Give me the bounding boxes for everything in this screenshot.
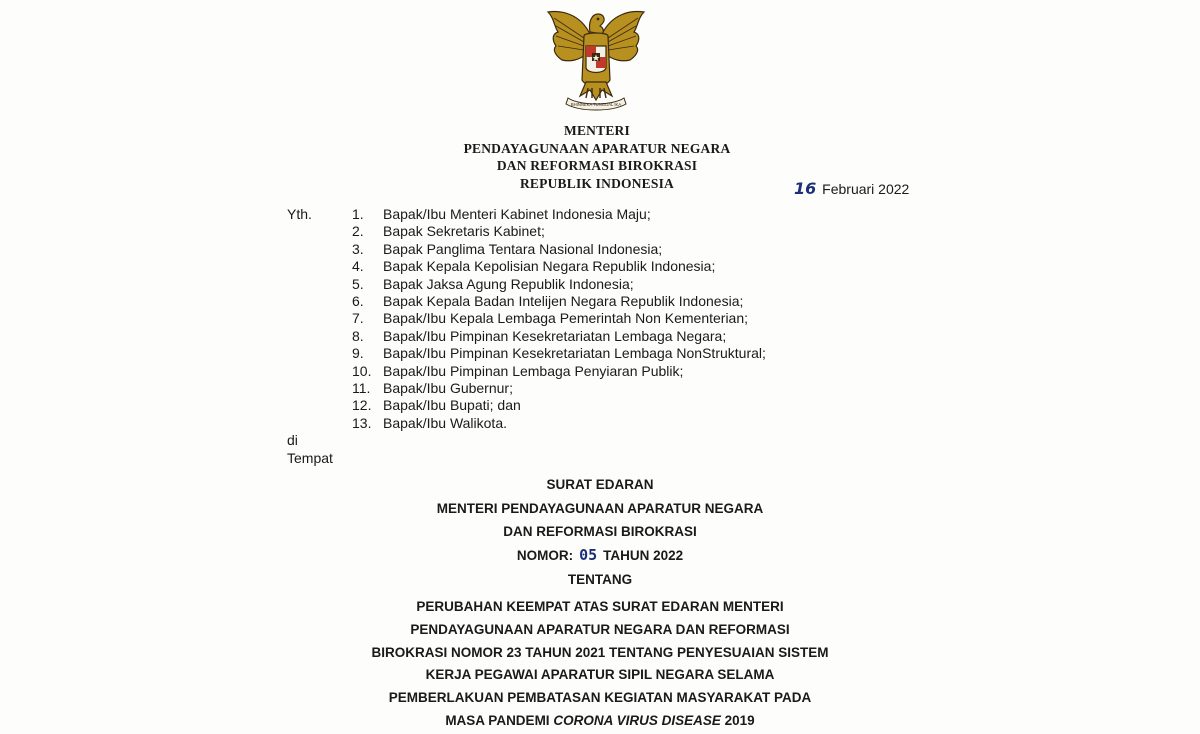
list-number: 3. — [352, 240, 364, 257]
address-tempat: Tempat — [287, 450, 333, 466]
list-item — [352, 415, 766, 432]
subject-line: KERJA PEGAWAI APARATUR SIPIL NEGARA SELAMA — [425, 667, 775, 683]
header-line: REPUBLIK INDONESIA — [519, 175, 674, 191]
list-item — [352, 223, 766, 240]
list-item — [352, 328, 766, 345]
list-text: Bapak/Ibu Pimpinan Kesekretariatan Lembaga NonStruktural; — [383, 345, 766, 362]
list-item — [352, 345, 766, 362]
subject-heading: TENTANG — [567, 572, 633, 587]
circular-number — [0, 544, 1200, 568]
circular-title: SURAT EDARAN — [546, 477, 654, 492]
list-number: 9. — [352, 345, 364, 362]
list-text: Bapak Panglima Tentara Nasional Indonesia; — [383, 240, 663, 257]
list-text: Bapak/Ibu Walikota. — [383, 414, 507, 431]
letter-date — [794, 179, 909, 198]
list-number: 10. — [352, 362, 372, 379]
address-di: di — [287, 432, 298, 448]
recipient-list — [352, 206, 766, 432]
recipient-label: Yth. — [287, 206, 312, 222]
list-text: Bapak/Ibu Pimpinan Kesekretariatan Lembaga Negara; — [383, 327, 727, 344]
list-number: 1. — [352, 206, 364, 222]
subject-prefix: MASA PANDEMI — [445, 712, 550, 728]
subject-suffix: 2019 — [724, 712, 755, 728]
header-line: MENTERI — [564, 123, 630, 138]
list-number: 8. — [352, 327, 364, 344]
list-number: 2. — [352, 223, 364, 240]
list-text: Bapak/Ibu Gubernur; — [383, 380, 513, 397]
list-item — [352, 363, 766, 380]
list-number: 7. — [352, 310, 364, 327]
list-item — [352, 310, 766, 327]
header-line: PENDAYAGUNAAN APARATUR NEGARA — [463, 140, 731, 156]
list-number: 6. — [352, 293, 364, 310]
list-item — [352, 241, 766, 258]
date-day-handwritten: 16 — [794, 179, 817, 198]
list-text: Bapak/Ibu Kepala Lembaga Pemerintah Non Kementerian; — [383, 310, 749, 327]
garuda-emblem-icon — [540, 4, 652, 112]
subject-line: PENDAYAGUNAAN APARATUR NEGARA DAN REFORMASI — [410, 621, 790, 637]
list-text: Bapak/Ibu Pimpinan Lembaga Penyiaran Publik; — [383, 362, 684, 379]
list-number: 11. — [352, 380, 371, 397]
subject-block — [0, 596, 1200, 733]
subject-line: BIROKRASI NOMOR 23 TAHUN 2021 TENTANG PENYESUAIAN SISTEM — [371, 644, 829, 660]
circular-issuer-2: DAN REFORMASI BIROKRASI — [503, 524, 697, 539]
list-text: Bapak/Ibu Bupati; dan — [383, 397, 521, 414]
list-text: Bapak/Ibu Menteri Kabinet Indonesia Maju; — [383, 206, 651, 222]
list-number: 4. — [352, 258, 364, 275]
list-number: 5. — [352, 275, 364, 292]
list-text: Bapak Sekretaris Kabinet; — [383, 223, 545, 240]
number-label: NOMOR: — [516, 547, 574, 563]
list-item — [352, 206, 766, 223]
subject-line-last — [0, 710, 1200, 733]
list-item — [352, 397, 766, 414]
emblem-motto: BHINNEKA TUNGGAL IKA — [570, 102, 622, 107]
list-item — [352, 258, 766, 275]
list-text: Bapak Kepala Kepolisian Negara Republik Indonesia; — [383, 258, 716, 275]
number-year: TAHUN 2022 — [603, 547, 684, 563]
subject-line: PEMBERLAKUAN PEMBATASAN KEGIATAN MASYARAKAT PADA — [388, 690, 812, 706]
list-text: Bapak Kepala Badan Intelijen Negara Republik Indonesia; — [383, 293, 744, 310]
subject-italic: CORONA VIRUS DISEASE — [553, 712, 721, 728]
ministry-header — [0, 122, 1200, 192]
list-item — [352, 293, 766, 310]
list-number: 12. — [352, 397, 372, 414]
circular-title-block — [0, 473, 1200, 567]
header-line: DAN REFORMASI BIROKRASI — [496, 158, 698, 173]
list-item — [352, 276, 766, 293]
list-number: 13. — [352, 414, 372, 431]
circular-issuer: MENTERI PENDAYAGUNAAN APARATUR NEGARA — [436, 500, 764, 516]
list-text: Bapak Jaksa Agung Republik Indonesia; — [383, 275, 634, 292]
number-value-handwritten: 05 — [579, 545, 598, 564]
subject-line: PERUBAHAN KEEMPAT ATAS SURAT EDARAN MENTERI — [416, 599, 784, 614]
list-item — [352, 380, 766, 397]
date-month-year: Februari 2022 — [822, 181, 910, 197]
